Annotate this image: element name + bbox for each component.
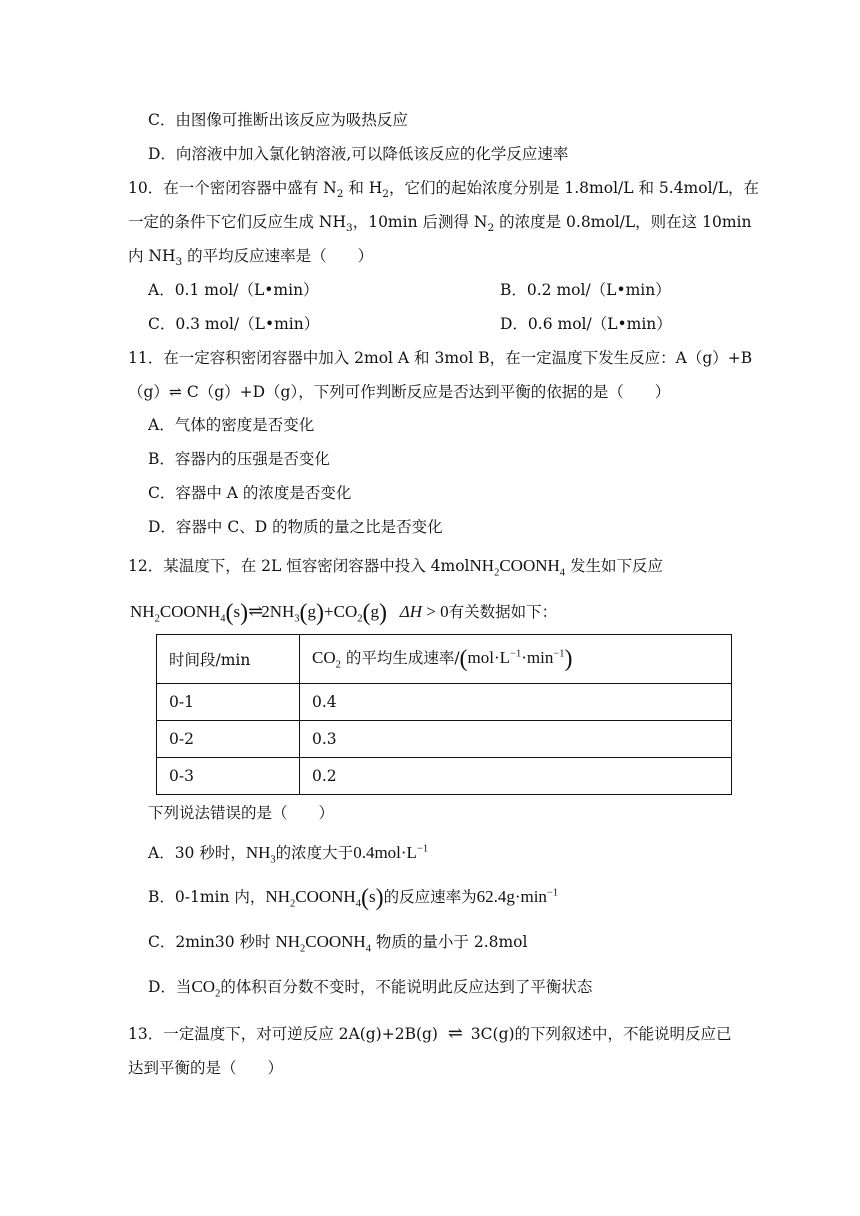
table-cell-period: 0-2	[157, 721, 300, 758]
table-cell-rate: 0.4	[300, 684, 732, 721]
q12-reaction-equation: $NH_2COONH_4(s)\rightleftharpoons 2NH_3(g)+CO_2(g)$ ΔH > 0有关数据如下：	[130, 600, 558, 626]
q11-option-c: C．容器中 A 的浓度是否变化	[148, 484, 352, 502]
q11-option-d: D．容器中 C、D 的物质的量之比是否变化	[148, 518, 443, 536]
q13-stem-line2: 达到平衡的是（ ）	[128, 1059, 284, 1077]
q9-option-d: D．向溶液中加入氯化钠溶液,可以降低该反应的化学反应速率	[148, 145, 569, 163]
table-cell-rate: 0.2	[300, 758, 732, 795]
table-cell-period: 0-3	[157, 758, 300, 795]
q10-option-c: C．0.3 mol/（L•min）	[148, 315, 320, 333]
table-row	[157, 721, 732, 758]
equilibrium-arrow-icon: ⇌	[447, 1023, 461, 1044]
q10-option-a: A．0.1 mol/（L•min）	[148, 281, 319, 299]
q12-option-c: C．2min30 秒时 $NH_2COONH_4$ 物质的量小于 2.8mol	[148, 932, 528, 955]
formula-nh2coonh4: $NH_2COONH_4$	[469, 556, 566, 579]
q12-option-a: A．30 秒时，$NH_3$的浓度大于$0.4mol\cdot L^{-1}$	[148, 843, 429, 866]
table-row	[157, 758, 732, 795]
q11-option-a: A．气体的密度是否变化	[148, 416, 315, 434]
q10-option-d: D．0.6 mol/（L•min）	[500, 315, 672, 333]
q11-stem-line1: 11．在一定容积密闭容器中加入 2mol A 和 3mol B，在一定温度下发生反应：A（g）+B	[128, 349, 753, 367]
q12-option-d: D．当$CO_2$的体积百分数不变时，不能说明此反应达到了平衡状态	[148, 977, 593, 1000]
q9-option-c: C．由图像可推断出该反应为吸热反应	[148, 111, 408, 129]
rate-data-table	[156, 634, 732, 795]
q11-stem-line2: （g）⇌ C（g）+D（g），下列可作判断反应是否达到平衡的依据的是（ ）	[128, 383, 671, 401]
q12-prompt: 下列说法错误的是（ ）	[148, 804, 335, 822]
q12-stem-line1: 12．某温度下，在 2L 恒容密闭容器中投入 $4molNH_2COONH_4$ 发生如下反应	[128, 556, 663, 579]
q11-option-b: B．容器内的压强是否变化	[148, 450, 330, 468]
table-cell-rate: 0.3	[300, 721, 732, 758]
q12-option-b: B．0-1min 内，$NH_2COONH_4(s)$的反应速率为$62.4g\cdot\min^{-1}$	[148, 885, 559, 911]
table-header-period: 时间段/min	[157, 635, 300, 684]
q10-stem-line3: 内 $NH_3$ 的平均反应速率是（ ）	[128, 247, 374, 269]
table-header-row	[157, 635, 732, 684]
table-row	[157, 684, 732, 721]
q10-option-b: B．0.2 mol/（L•min）	[500, 281, 671, 299]
q10-stem-line2: 一定的条件下它们反应生成 $NH_3$，10min 后测得 $N_2$ 的浓度是 0.8mol/L，则在这 10min	[128, 213, 752, 235]
table-header-rate: $CO_2$ 的平均生成速率$/(mol\cdot L^{-1}\cdot\min^{-1})$	[300, 635, 732, 684]
q10-stem-line1: 10．在一个密闭容器中盛有 $N_2$ 和 $H_2$，它们的起始浓度分别是 1.8mol/L 和 5.4mol/L，在	[128, 179, 760, 201]
table-cell-period: 0-1	[157, 684, 300, 721]
q13-stem-line1: 13．一定温度下，对可逆反应 2A(g)+2B(g) ⇌ 3C(g)的下列叙述中，不能说明反应已	[128, 1023, 732, 1044]
equilibrium-arrow-icon: ⇌	[248, 601, 262, 621]
